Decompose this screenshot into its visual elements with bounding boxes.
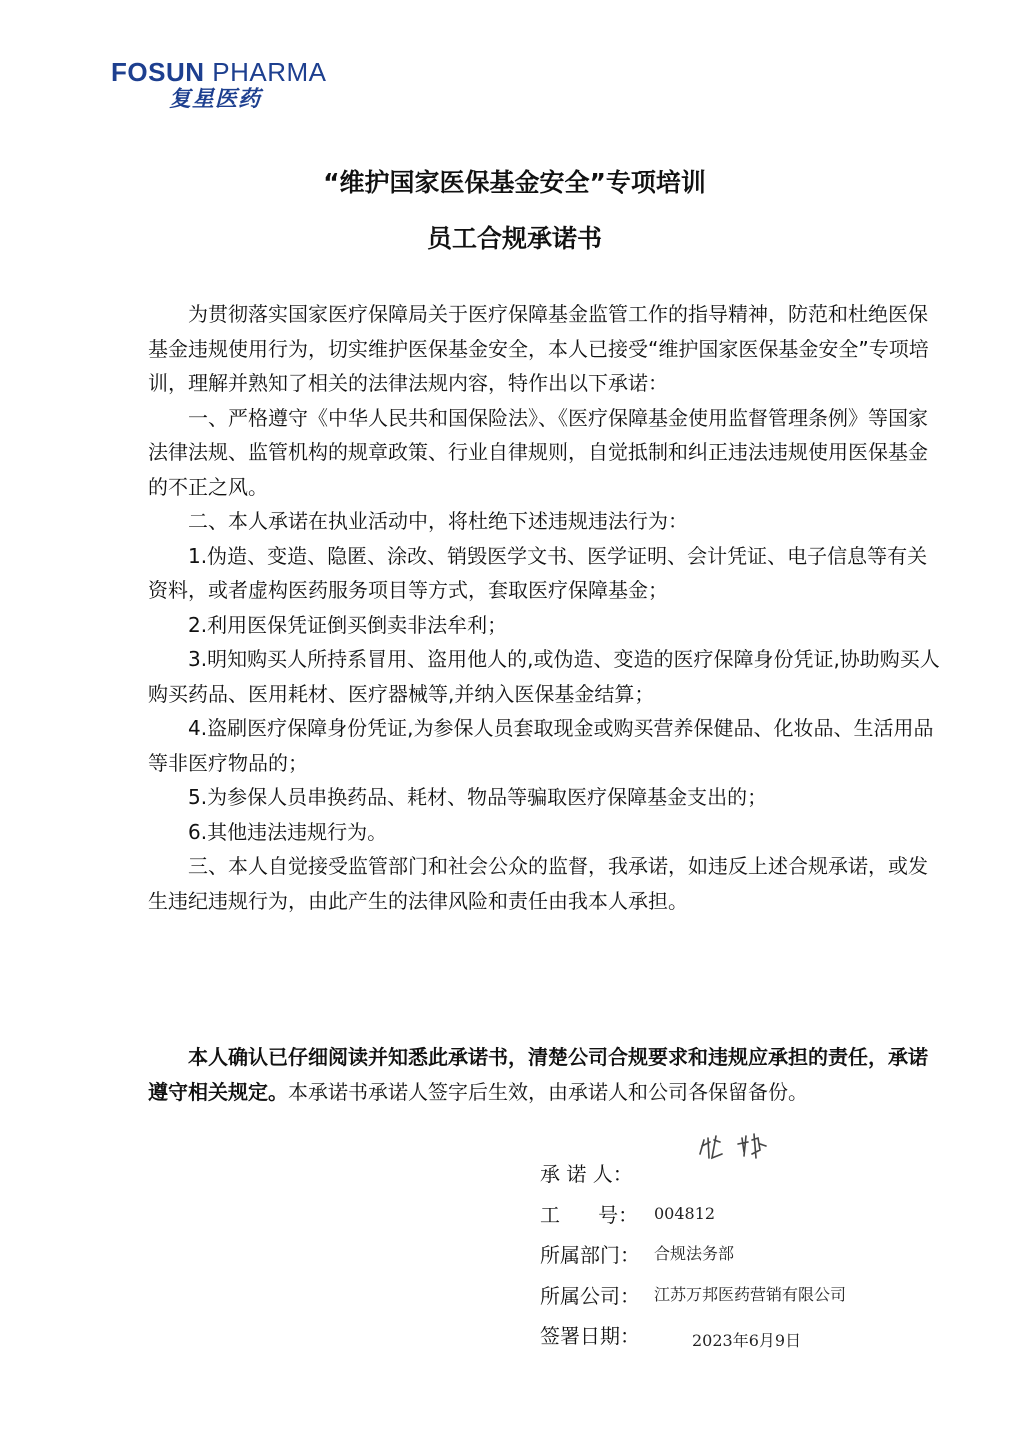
list-item: 5.为参保人员串换药品、耗材、物品等骗取医疗保障基金支出的；	[188, 785, 768, 809]
date-label: 签署日期：	[540, 1324, 640, 1348]
department-row	[540, 1241, 960, 1282]
company-row	[540, 1282, 960, 1323]
company-label: 所属公司：	[540, 1283, 640, 1308]
logo-brand-bold: FOSUN	[111, 57, 205, 87]
confirmation-bold: 本人确认已仔细阅读并知悉此承诺书，清楚公司合规要求和违规应承担的责任，承诺遵守相关规定。	[148, 1045, 928, 1104]
logo-brand-light: PHARMA	[212, 57, 327, 87]
date-value: 2023年6月9日	[692, 1331, 802, 1350]
employee-id-row	[540, 1201, 960, 1242]
document-subtitle: 员工合规承诺书	[426, 224, 602, 253]
company-value: 江苏万邦医药营销有限公司	[654, 1284, 847, 1304]
confirmation-normal: 本承诺书承诺人签字后生效，由承诺人和公司各保留备份。	[288, 1079, 808, 1104]
department-value: 合规法务部	[654, 1244, 735, 1263]
logo-english	[111, 58, 326, 86]
employee-id-label: 工 号：	[540, 1202, 639, 1227]
clause-three: 三、本人自觉接受监管部门和社会公众的监督，我承诺，如违反上述合规承诺，或发生违纪违规行为，由此产生的法律风险和责任由我本人承担。	[148, 854, 928, 913]
document-title: “维护国家医保基金安全”专项培训	[323, 168, 706, 197]
promisor-label: 承 诺 人：	[540, 1162, 633, 1186]
document-body	[148, 297, 943, 918]
list-item: 1.伪造、变造、隐匿、涂改、销毁医学文书、医学证明、会计凭证、电子信息等有关资料，或者虚构医药服务项目等方式，套取医疗保障基金；	[148, 543, 928, 602]
list-item: 6.其他违法违规行为。	[188, 819, 388, 844]
clause-one: 一、严格遵守《中华人民共和国保险法》、《医疗保障基金使用监督管理条例》等国家法律法规、监管机构的规章政策、行业自律规则，自觉抵制和纠正违法违规使用医保基金的不正之风。	[148, 405, 928, 499]
promisor-row	[540, 1160, 960, 1201]
list-item: 4.盗刷医疗保障身份凭证,为参保人员套取现金或购买营养保健品、化妆品、生活用品等非医疗物品的；	[148, 716, 934, 775]
list-item: 3.明知购买人所持系冒用、盗用他人的,或伪造、变造的医疗保障身份凭证,协助购买人购买药品、医用耗材、医疗器械等,并纳入医保基金结算；	[148, 647, 940, 706]
clause-two: 二、本人承诺在执业活动中，将杜绝下述违规违法行为：	[188, 509, 688, 533]
confirmation-paragraph	[148, 1040, 943, 1109]
employee-id-value: 004812	[654, 1203, 716, 1223]
signature-block	[540, 1160, 960, 1363]
department-label: 所属部门：	[540, 1243, 640, 1267]
company-logo	[111, 58, 326, 112]
list-item: 2.利用医保凭证倒买倒卖非法牟利；	[188, 612, 508, 637]
intro-paragraph: 为贯彻落实国家医疗保障局关于医疗保障基金监管工作的指导精神，防范和杜绝医保基金违规使用行为，切实维护医保基金安全，本人已接受“维护国家医保基金安全”专项培训，理解并熟知了相关的法律法规内容，特作出以下承诺：	[148, 302, 929, 395]
date-row	[540, 1322, 960, 1363]
logo-chinese: 复星医药	[169, 87, 262, 112]
